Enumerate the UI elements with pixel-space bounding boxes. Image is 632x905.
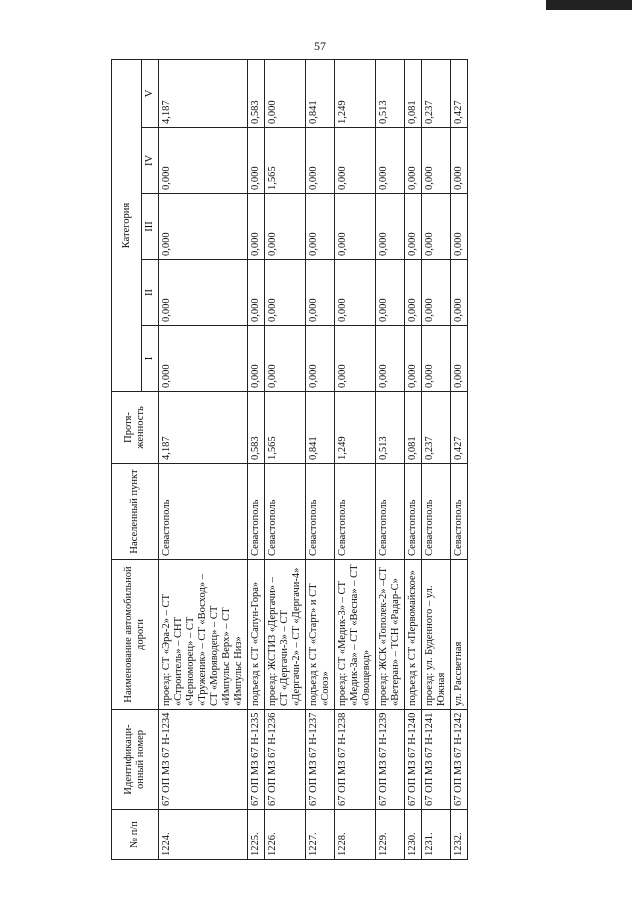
row-cat-2: 0,000	[422, 260, 451, 326]
row-cat-5: 0,081	[405, 60, 422, 128]
header-cat-2: II	[142, 260, 159, 326]
row-id: 67 ОП МЗ 67 Н-1242	[451, 710, 468, 810]
header-row	[112, 60, 142, 860]
row-number: 1229.	[376, 810, 405, 860]
header-id: Идентификаци-онный номер	[112, 710, 159, 810]
row-number: 1228.	[335, 810, 376, 860]
row-name: проезд: ул. Буденного – ул. Южная	[422, 560, 451, 710]
row-place: Севастополь	[405, 464, 422, 560]
row-cat-1: 0,000	[159, 326, 248, 392]
header-cat-5: V	[142, 60, 159, 128]
row-id: 67 ОП МЗ 67 Н-1239	[376, 710, 405, 810]
row-cat-3: 0,000	[248, 194, 265, 260]
row-cat-2: 0,000	[265, 260, 306, 326]
row-cat-2: 0,000	[306, 260, 335, 326]
row-name: подъезд к СТ «Старт» и СТ «Союз»	[306, 560, 335, 710]
table-body	[159, 60, 468, 860]
row-name: проезд: СТ «Эра-2» – СТ «Строитель» – СНТ «Черноморец» – СТ «Труженик» – СТ «Восход» – СТ «Моряводец» – СТ «Импульс Верх» – СТ «Импульс Низ»	[159, 560, 248, 710]
row-number: 1226.	[265, 810, 306, 860]
row-length: 0,081	[405, 392, 422, 464]
row-length: 0,513	[376, 392, 405, 464]
row-cat-2: 0,000	[159, 260, 248, 326]
row-cat-2: 0,000	[451, 260, 468, 326]
table-row	[248, 60, 265, 860]
header-category: Категория	[112, 60, 142, 392]
table-row	[451, 60, 468, 860]
row-number: 1232.	[451, 810, 468, 860]
row-cat-4: 0,000	[335, 128, 376, 194]
row-id: 67 ОП МЗ 67 Н-1237	[306, 710, 335, 810]
row-cat-3: 0,000	[451, 194, 468, 260]
row-name: ул. Рассветная	[451, 560, 468, 710]
row-cat-3: 0,000	[405, 194, 422, 260]
row-place: Севастополь	[265, 464, 306, 560]
row-cat-5: 1,249	[335, 60, 376, 128]
row-cat-4: 0,000	[451, 128, 468, 194]
row-id: 67 ОП МЗ 67 Н-1236	[265, 710, 306, 810]
row-cat-1: 0,000	[335, 326, 376, 392]
row-cat-1: 0,000	[405, 326, 422, 392]
row-number: 1225.	[248, 810, 265, 860]
row-cat-4: 0,000	[248, 128, 265, 194]
table-row	[405, 60, 422, 860]
header-place: Населенный пункт	[112, 464, 159, 560]
page-number: 57	[314, 39, 326, 53]
row-length: 0,237	[422, 392, 451, 464]
row-place: Севастополь	[335, 464, 376, 560]
table-row	[306, 60, 335, 860]
row-cat-1: 0,000	[306, 326, 335, 392]
header-cat-3: III	[142, 194, 159, 260]
row-number: 1231.	[422, 810, 451, 860]
row-cat-2: 0,000	[405, 260, 422, 326]
row-cat-4: 0,000	[376, 128, 405, 194]
row-cat-2: 0,000	[335, 260, 376, 326]
row-cat-3: 0,000	[265, 194, 306, 260]
row-cat-3: 0,000	[306, 194, 335, 260]
table-row	[422, 60, 451, 860]
row-cat-5: 0,427	[451, 60, 468, 128]
roads-table	[111, 59, 468, 860]
row-cat-5: 0,513	[376, 60, 405, 128]
row-cat-1: 0,000	[376, 326, 405, 392]
header-cat-4: IV	[142, 128, 159, 194]
row-cat-4: 0,000	[422, 128, 451, 194]
row-cat-1: 0,000	[265, 326, 306, 392]
table-row	[335, 60, 376, 860]
row-length: 0,583	[248, 392, 265, 464]
row-cat-5: 0,000	[265, 60, 306, 128]
row-cat-4: 0,000	[306, 128, 335, 194]
row-cat-1: 0,000	[422, 326, 451, 392]
row-length: 0,427	[451, 392, 468, 464]
row-id: 67 ОП МЗ 67 Н-1235	[248, 710, 265, 810]
row-id: 67 ОП МЗ 67 Н-1234	[159, 710, 248, 810]
row-cat-3: 0,000	[376, 194, 405, 260]
row-id: 67 ОП МЗ 67 Н-1238	[335, 710, 376, 810]
row-length: 0,841	[306, 392, 335, 464]
row-cat-5: 4,187	[159, 60, 248, 128]
row-id: 67 ОП МЗ 67 Н-1240	[405, 710, 422, 810]
row-cat-5: 0,237	[422, 60, 451, 128]
header-name: Наименование автомобильной дороги	[112, 560, 159, 710]
row-number: 1230.	[405, 810, 422, 860]
row-place: Севастополь	[422, 464, 451, 560]
row-cat-5: 0,841	[306, 60, 335, 128]
table-row	[376, 60, 405, 860]
row-cat-3: 0,000	[335, 194, 376, 260]
row-cat-1: 0,000	[248, 326, 265, 392]
row-place: Севастополь	[248, 464, 265, 560]
row-name: подъезд к СТ «Сапун-Гора»	[248, 560, 265, 710]
row-place: Севастополь	[376, 464, 405, 560]
row-cat-4: 0,000	[405, 128, 422, 194]
row-name: проезд: СТ «Медик-3» – СТ «Медик-3а» – СТ «Весна» – СТ «Овощевод»	[335, 560, 376, 710]
row-number: 1227.	[306, 810, 335, 860]
header-length: Протя-женность	[112, 392, 159, 464]
row-length: 1,249	[335, 392, 376, 464]
row-place: Севастополь	[306, 464, 335, 560]
row-cat-4: 1,565	[265, 128, 306, 194]
row-id: 67 ОП МЗ 67 Н-1241	[422, 710, 451, 810]
row-cat-3: 0,000	[159, 194, 248, 260]
row-place: Севастополь	[159, 464, 248, 560]
row-length: 4,187	[159, 392, 248, 464]
row-name: подъезд к СТ «Первомайское»	[405, 560, 422, 710]
row-cat-5: 0,583	[248, 60, 265, 128]
row-length: 1,565	[265, 392, 306, 464]
header-no: № п/п	[112, 810, 159, 860]
header-cat-1: I	[142, 326, 159, 392]
row-place: Севастополь	[451, 464, 468, 560]
scan-edge-mark	[546, 0, 632, 10]
row-cat-1: 0,000	[451, 326, 468, 392]
row-cat-2: 0,000	[376, 260, 405, 326]
table-row	[159, 60, 248, 860]
row-cat-2: 0,000	[248, 260, 265, 326]
row-name: проезд: ЖСТИЗ «Дергачи» – СТ «Дергачи-3» – СТ «Дергачи-2» – СТ «Дергачи-4»	[265, 560, 306, 710]
row-name: проезд: ЖСК «Тополек-2» –СТ «Ветеран» – ТСН «Радар-С»	[376, 560, 405, 710]
row-cat-4: 0,000	[159, 128, 248, 194]
row-cat-3: 0,000	[422, 194, 451, 260]
rotated-table-container	[111, 60, 626, 860]
table-row	[265, 60, 306, 860]
row-number: 1224.	[159, 810, 248, 860]
